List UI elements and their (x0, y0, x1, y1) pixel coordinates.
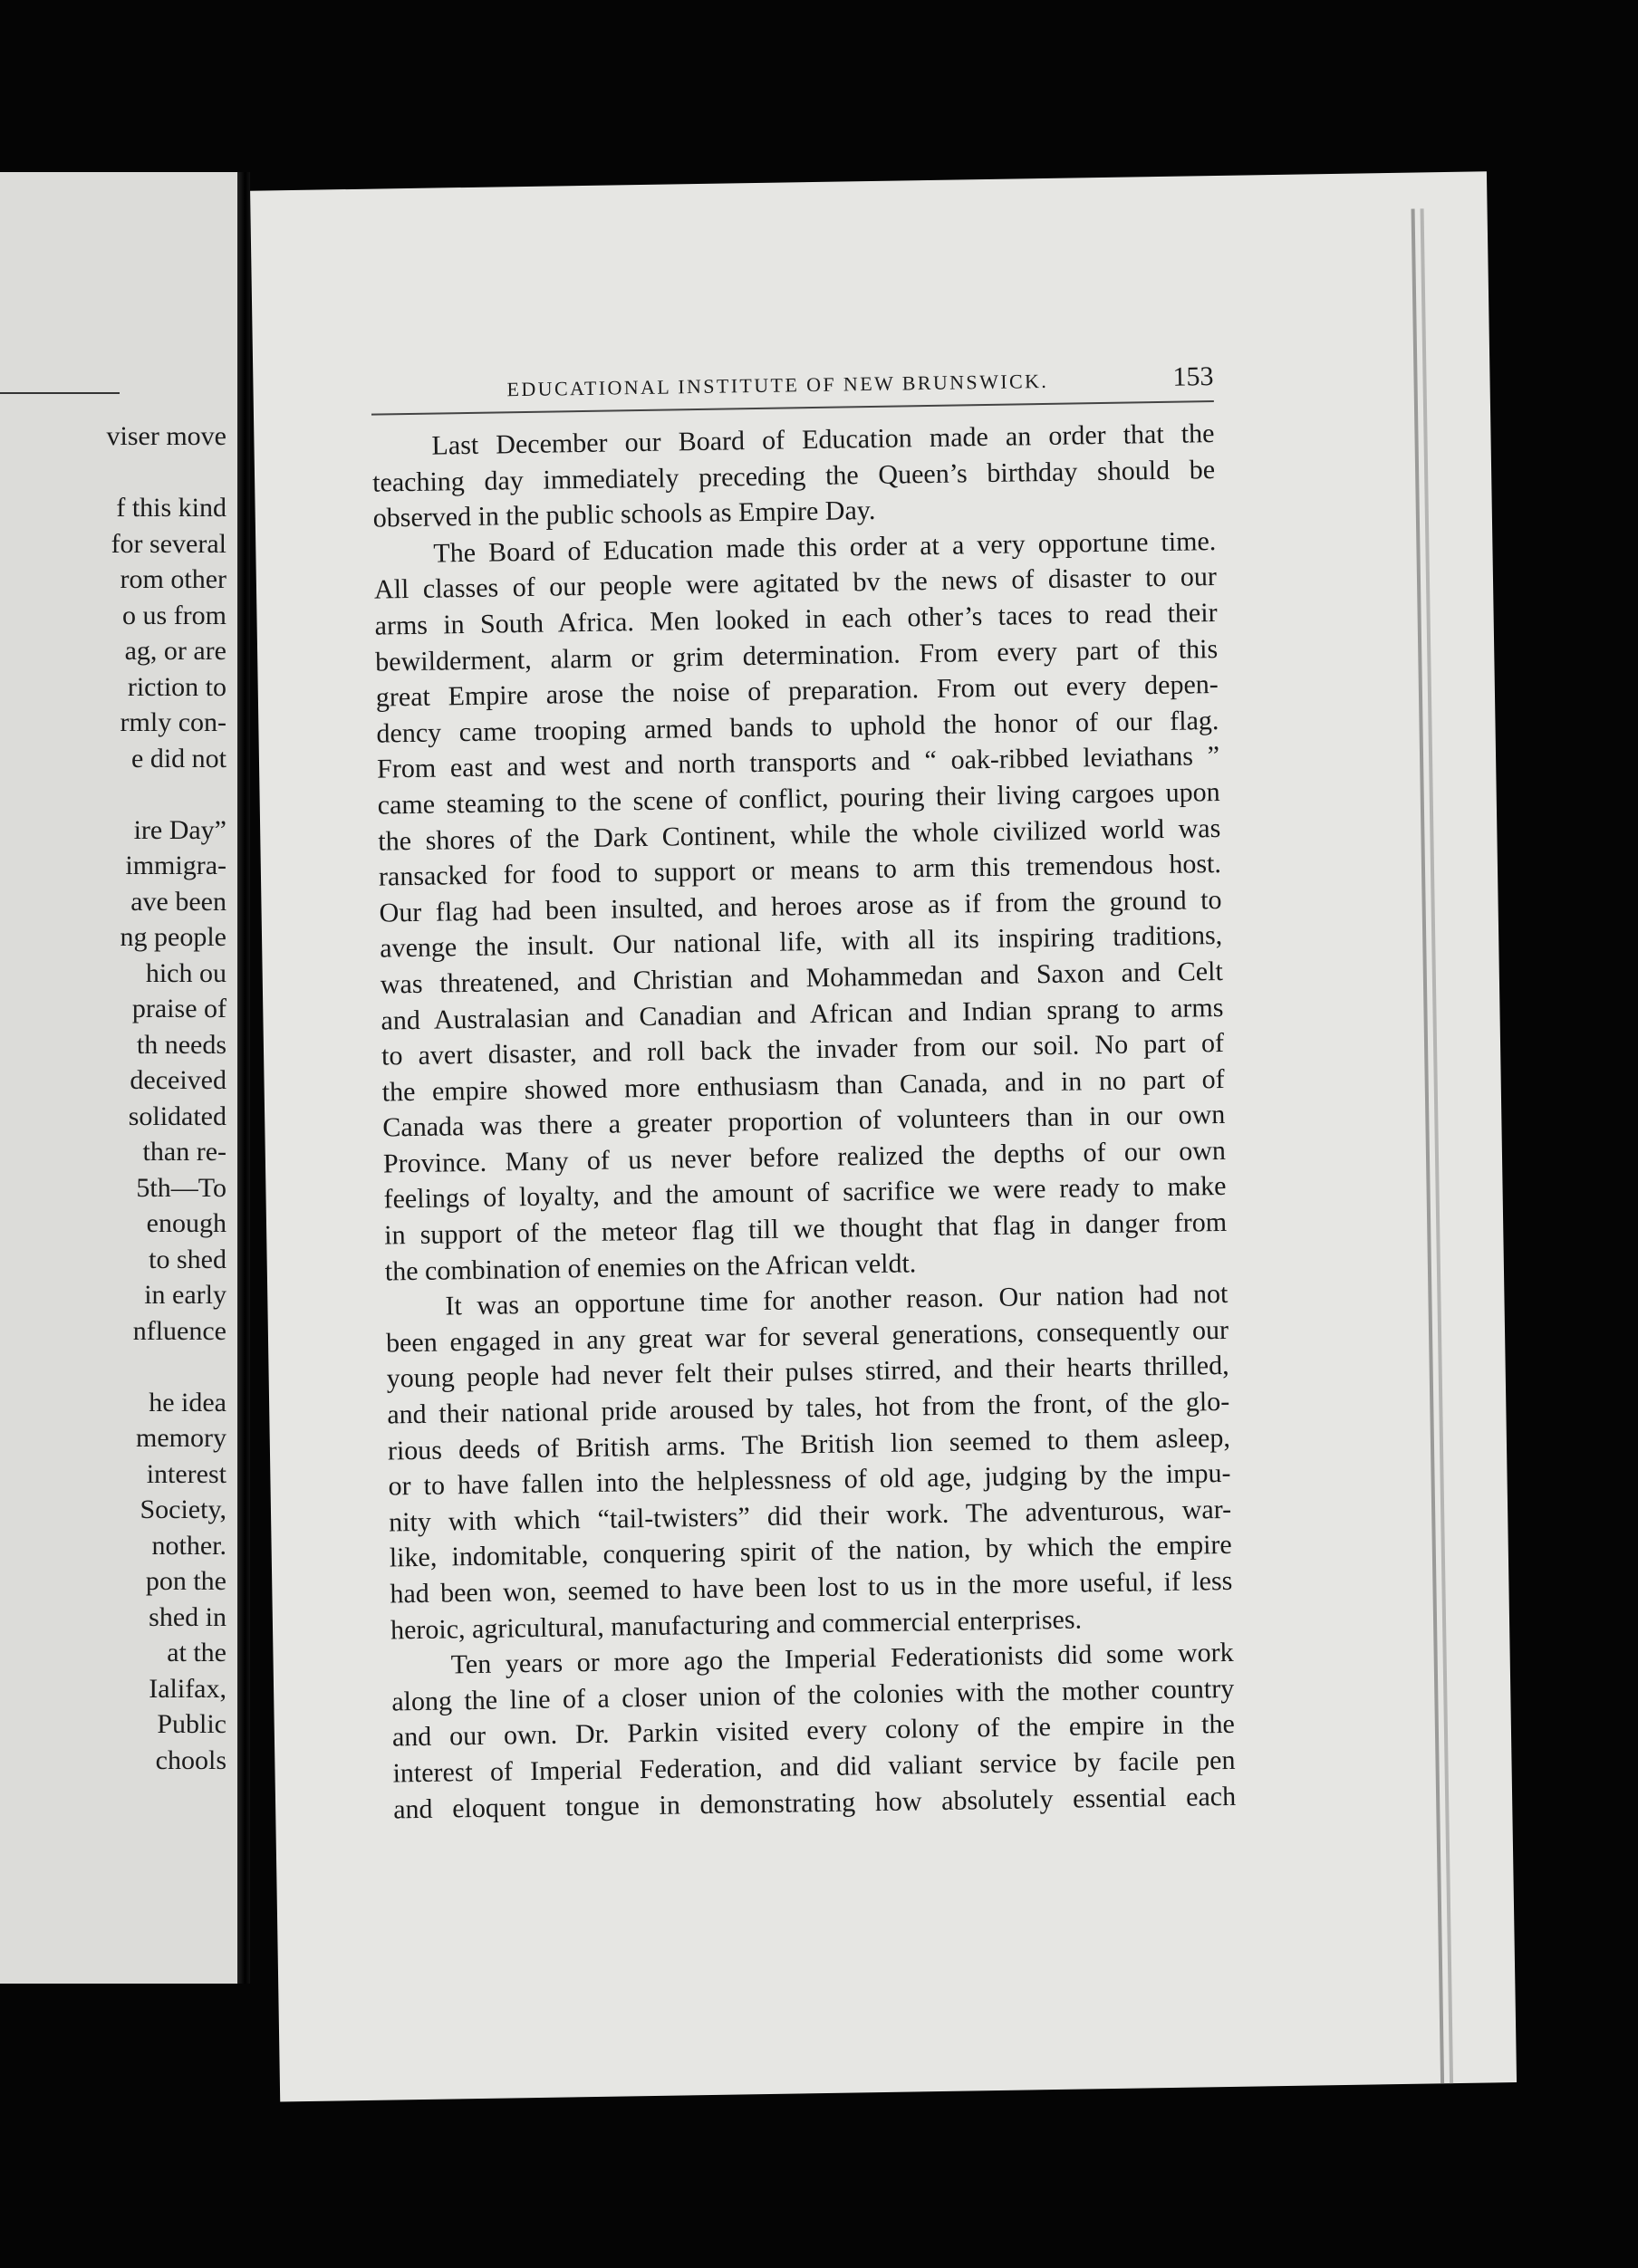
text-line: dency came trooping armed bands to uphold the honor of our flag. (376, 705, 1219, 749)
left-line: ng people (120, 922, 226, 952)
text-line: the shores of the Dark Continent, while the whole civilized world was (378, 812, 1221, 857)
page-number: 153 (1172, 361, 1214, 392)
left-line: th needs (136, 1029, 226, 1060)
left-line: pon the (145, 1566, 226, 1596)
text-line: the combination of enemies on the African veldt. (384, 1247, 917, 1287)
left-line: ire Day” (133, 814, 226, 845)
left-line: immigra- (125, 850, 226, 880)
text-line: great Empire arose the noise of preparation. From out every depen- (375, 669, 1219, 713)
text-line: arms in South Africa. Men looked in each other’s taces to read their (374, 597, 1218, 641)
left-line: for several (111, 528, 226, 559)
left-line: viser move (106, 421, 226, 451)
text-line: and eloquent tongue in demonstrating how absolutely essential each (392, 1781, 1237, 1825)
left-line: enough (146, 1208, 226, 1238)
book-gutter (237, 172, 250, 1984)
text-line: was threatened, and Christian and Mohammedan and Saxon and Celt (380, 956, 1224, 1000)
left-line: ag, or are (124, 636, 226, 666)
left-line (0, 1349, 226, 1385)
right-page (250, 171, 1517, 2101)
left-line: nfluence (132, 1315, 226, 1346)
left-line: solidated (128, 1100, 226, 1131)
text-line: been engaged in any great war for several generations, consequently our (385, 1314, 1229, 1359)
left-line (0, 455, 226, 491)
text-line: or to have fallen into the helplessness of old age, judging by the impu- (388, 1458, 1231, 1502)
left-line: Society, (140, 1494, 226, 1524)
text-line: and their national pride aroused by tales, hot from the front, of the glo- (387, 1386, 1230, 1430)
text-line: The Board of Education made this order at a very opportune time. (433, 525, 1217, 569)
text-line: avenge the insult. Our national life, with all its inspiring traditions, (379, 920, 1223, 964)
left-line: o us from (122, 600, 226, 630)
left-header-rule (0, 392, 120, 394)
text-line: came steaming to the scene of conflict, pouring their living cargoes upon (377, 776, 1220, 821)
text-line: heroic, agricultural, manufacturing and commercial enterprises. (390, 1604, 1083, 1646)
text-line: All classes of our people were agitated bv the news of disaster to our (373, 562, 1218, 605)
left-line: Public (157, 1709, 226, 1739)
text-line: Last December our Board of Education made an order that the (431, 418, 1215, 461)
left-line: rom other (120, 564, 226, 594)
text-line: Canada was there a greater proportion of volunteers than in our own (382, 1100, 1226, 1143)
text-line: the empire showed more enthusiasm than Canada, and in no part of (381, 1063, 1225, 1108)
left-line: e did not (131, 743, 226, 774)
left-line: ave been (130, 886, 226, 917)
left-line: at the (167, 1638, 226, 1667)
running-head: EDUCATIONAL INSTITUTE OF NEW BRUNSWICK. (506, 369, 1049, 401)
left-line: 5th—To (136, 1172, 226, 1203)
left-line: interest (146, 1458, 226, 1489)
left-page (0, 172, 237, 1984)
text-line: Ten years or more ago the Imperial Federationists did some work (450, 1638, 1234, 1680)
text-line: in support of the meteor flag till we thought that flag in danger from (383, 1206, 1228, 1251)
text-line: and Australasian and Canadian and African and Indian sprang to arms (381, 992, 1224, 1036)
text-line: Province. Many of us never before realized the depths of our own (382, 1135, 1227, 1179)
left-line: shed in (149, 1601, 226, 1632)
text-line: From east and west and north transports and “ oak-ribbed leviathans ” (376, 741, 1220, 784)
left-line: he idea (149, 1387, 226, 1418)
text-line: along the line of a closer union of the colonies with the mother country (391, 1673, 1235, 1717)
text-line: young people had never felt their pulses stirred, and their hearts thrilled, (386, 1350, 1229, 1394)
text-line: teaching day immediately preceding the Queen’s birthday should be (371, 454, 1216, 498)
left-line: nother. (151, 1530, 226, 1561)
left-page-text (0, 418, 226, 1778)
left-line: chools (155, 1744, 226, 1775)
text-line: observed in the public schools as Empire Day. (372, 495, 876, 533)
left-line: to shed (149, 1244, 226, 1274)
left-line: praise of (131, 994, 226, 1023)
text-line: like, indomitable, conquering spirit of the nation, by which the empire (389, 1530, 1232, 1573)
text-line: and our own. Dr. Parkin visited every colony of the empire in the (391, 1709, 1236, 1753)
text-line: nity with which “tail-twisters” did their work. The adventurous, war- (388, 1494, 1232, 1538)
left-line: riction to (127, 671, 226, 702)
text-line: Our flag had been insulted, and heroes arose as if from the ground to (379, 884, 1222, 928)
left-line: f this kind (116, 493, 226, 523)
left-line: memory (136, 1423, 226, 1453)
text-line: ransacked for food to support or means to arm this tremendous host. (378, 849, 1222, 892)
left-line: deceived (130, 1065, 226, 1095)
left-line: in early (144, 1280, 226, 1310)
text-line: feelings of loyalty, and the amount of sacrifice we were ready to make (383, 1171, 1227, 1216)
left-line: hich ou (145, 957, 226, 988)
left-line: than re- (142, 1137, 226, 1167)
text-line: rious deeds of British arms. The British lion seemed to them asleep, (387, 1422, 1231, 1466)
text-line: had been won, seemed to have been lost to us in the more useful, if less (390, 1565, 1233, 1610)
text-line: to avert disaster, and roll back the invader from our soil. No part of (381, 1028, 1225, 1072)
left-line (0, 776, 226, 812)
body-text (371, 416, 1236, 1828)
page-header (371, 361, 1213, 406)
text-line: It was an opportune time for another reason. Our nation had not (445, 1279, 1228, 1321)
left-line: Ialifax, (149, 1673, 226, 1704)
text-line: bewilderment, alarm or grim determination. From every part of this (375, 633, 1219, 678)
text-line: interest of Imperial Federation, and did valiant service by facile pen (392, 1744, 1236, 1789)
left-line: rmly con- (120, 707, 226, 737)
